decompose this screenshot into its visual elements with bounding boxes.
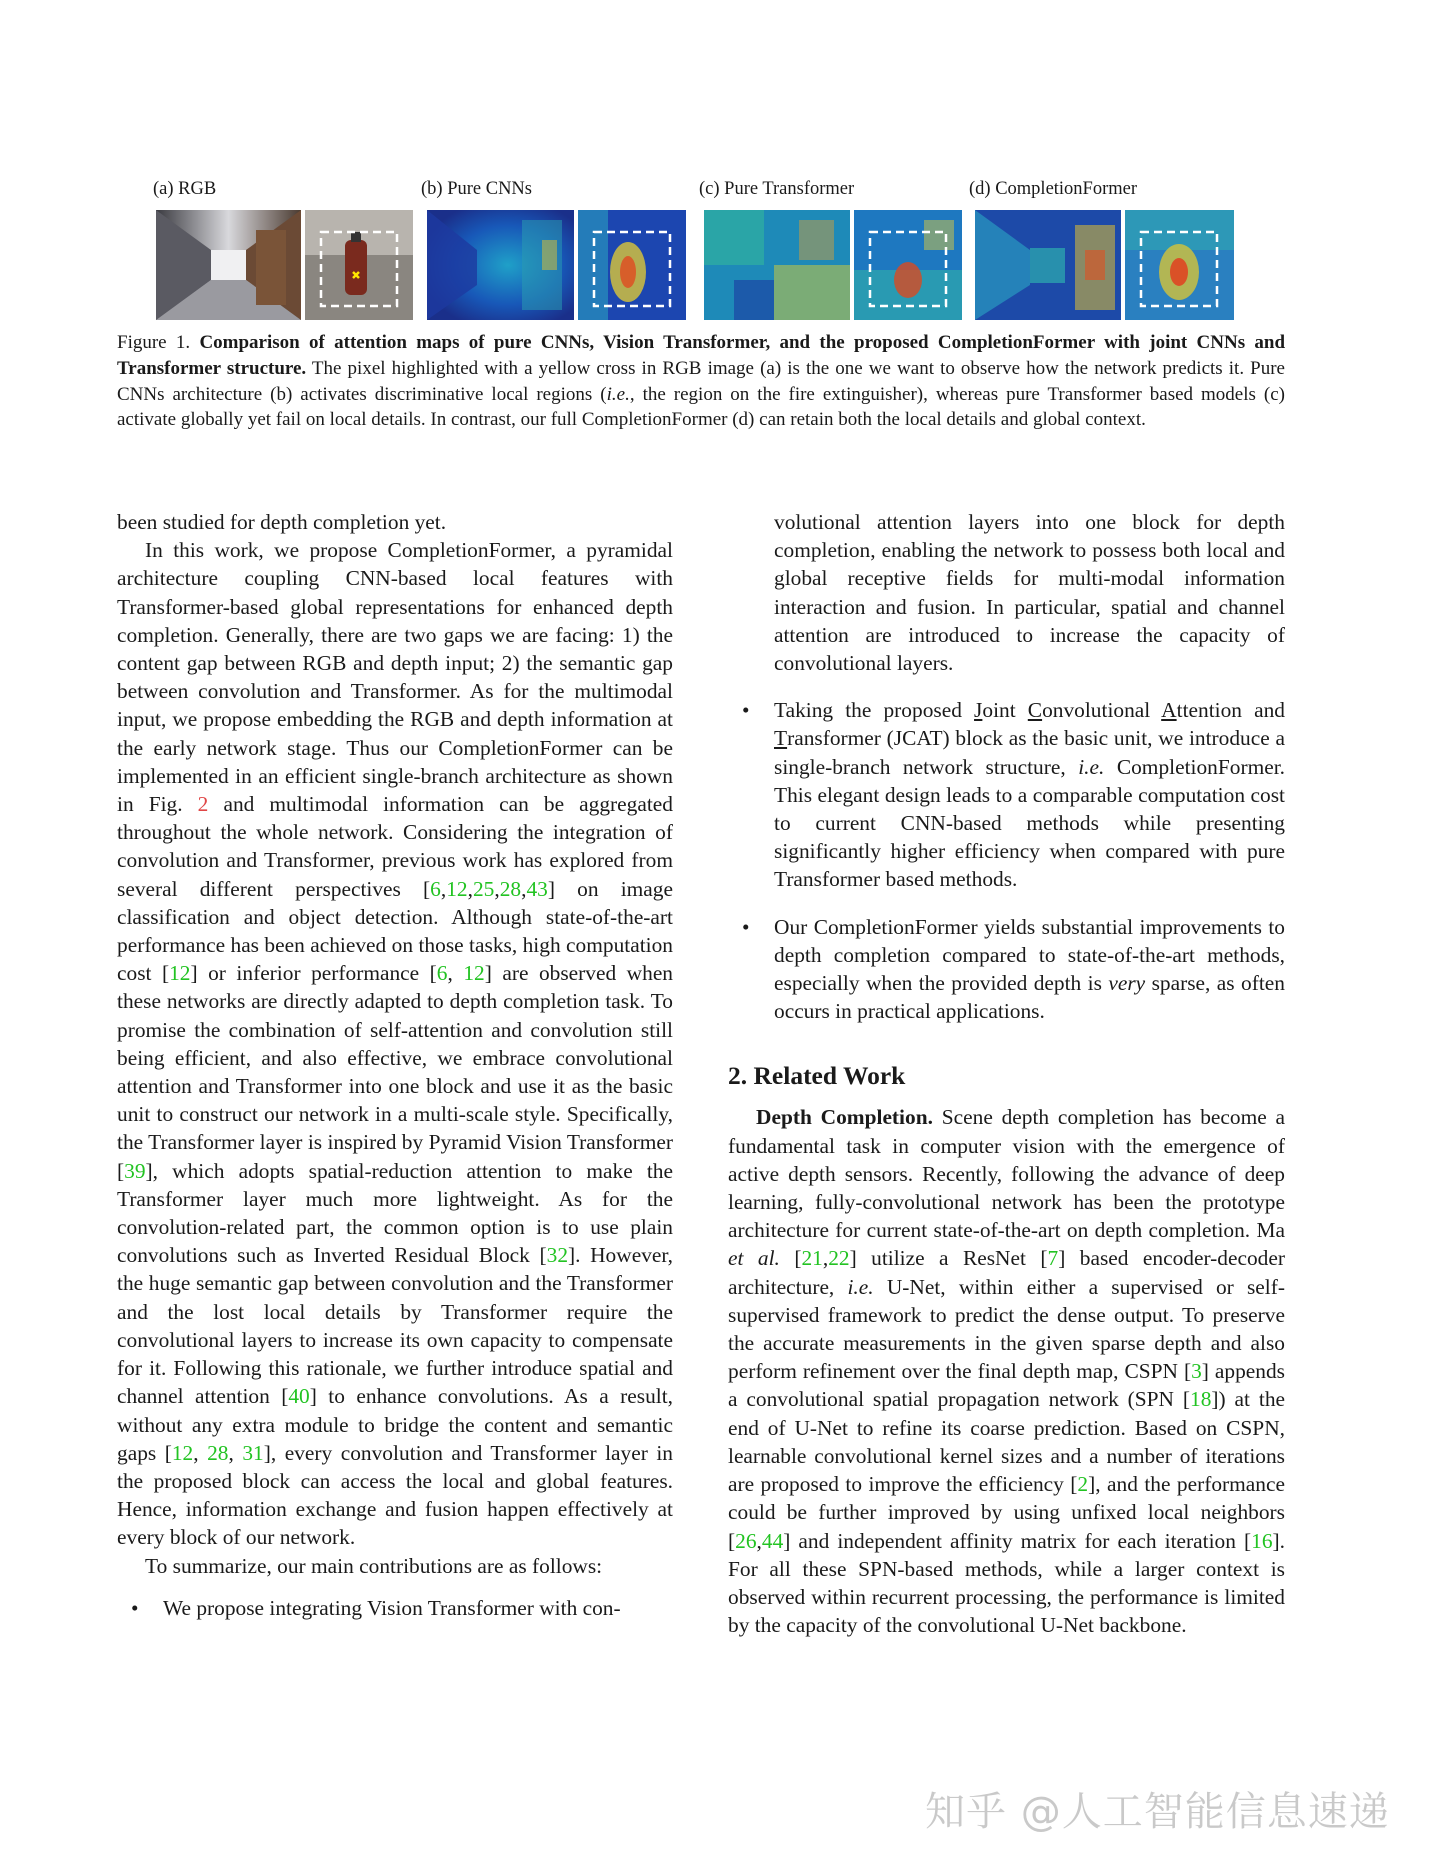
- left-paragraph-1: In this work, we propose CompletionFormer, a pyramidal architecture coupling CNN-based local features with Transformer-based global representations for enhanced depth completion. Generally, there are two gaps we are facing: 1) the content gap between RGB and depth input; 2) the semantic gap between convolution and Transformer. As for the multimodal input, we propose embedding the RGB and depth information at the early network stage. Thus our CompletionFormer can be implemented in an efficient single-branch architecture as shown in Fig. 2 and multimodal information can be aggregated throughout the whole network. Considering the integration of convolution and Transformer, previous work has explored from several different perspectives [6,12,25,28,43] on image classification and object detection. Although state-of-the-art performance has been achieved on those tasks, high computation cost [12] or inferior performance [6, 12] are observed when these networks are directly adapted to depth completion task. To promise the combination of self-attention and convolution still being efficient, and also effective, we embrace convolutional attention and Transformer into one block and use it as the basic unit to construct our network in a multi-scale style. Specifically, the Transformer layer is inspired by Pyramid Vision Transformer [39], which adopts spatial-reduction attention to make the Transformer layer much more lightweight. As for the convolution-related part, the common option is to use plain convolutions such as Inverted Residual Block [32]. However, the huge semantic gap between convolution and the Transformer and the lost local details by Transformer require the convolutional layers to increase its own capacity to compensate for it. Following this rationale, we further introduce spatial and channel attention [40] to enhance convolutions. As a result, without any extra module to bridge the content and semantic gaps [12, 28, 31], every convolution and Transformer layer in the proposed block can access the local and global features. Hence, information exchange and fusion happen effectively at every block of our network.: [117, 538, 674, 1550]
- citation-link[interactable]: 6: [430, 876, 441, 901]
- contributions-list-continued: [728, 696, 1285, 1025]
- contribution-item-2: • Taking the proposed Joint Convolutional Attention and Transformer (JCAT) block as the basic unit, we introduce a single-branch network structure, i.e. CompletionFormer. This elegant design leads to a comparable computation cost to current CNN-based methods while presenting significantly higher efficiency when compared with pure Transformer based methods.: [742, 698, 1285, 892]
- bullet-icon: •: [742, 698, 750, 723]
- cnn-attention-map: [427, 210, 574, 320]
- transformer-attention-map: [704, 210, 850, 320]
- left-paragraph-2: To summarize, our main contributions are as follows:: [145, 1553, 603, 1578]
- right-column: [728, 508, 1285, 1639]
- cnn-attention-crop: [578, 210, 686, 320]
- citation-link[interactable]: 31: [242, 1440, 264, 1465]
- citation-link[interactable]: 3: [1191, 1359, 1202, 1384]
- watermark: 知乎 @人工智能信息速递: [925, 1789, 1390, 1835]
- rgb-crop-image: [305, 210, 413, 320]
- citation-link[interactable]: 39: [124, 1158, 146, 1183]
- bullet-icon: •: [131, 1595, 139, 1620]
- citation-link[interactable]: 26: [735, 1528, 757, 1553]
- caption-bold-title: Comparison of attention maps of pure CNNs, Vision Transformer, and the proposed CompletionFormer with joint CNNs and Transformer structure.: [117, 332, 1286, 379]
- caption-text-2: , the region on the fire extinguisher), whereas pure Transformer based models (c) activate globally yet fail on local details. In contrast, our full CompletionFormer (d) can retain both the local details and global context.: [117, 383, 1285, 431]
- contributions-list: [117, 1594, 673, 1622]
- citation-link[interactable]: 7: [1047, 1246, 1059, 1271]
- citation-link[interactable]: 12: [169, 961, 191, 986]
- citation-link[interactable]: 18: [1190, 1387, 1212, 1412]
- left-column: [117, 508, 673, 1622]
- citation-link[interactable]: 21: [801, 1246, 823, 1271]
- citation-link[interactable]: 28: [207, 1440, 229, 1465]
- figure-caption: [117, 330, 1285, 433]
- completionformer-attention-crop: [1125, 210, 1234, 320]
- contribution-item-3: • Our CompletionFormer yields substantial improvements to depth completion compared to state-of-the-art methods, especially when the provided depth is very sparse, as often occurs in practical applications.: [742, 914, 1285, 1024]
- caption-text: The pixel highlighted with a yellow cross in RGB image (a) is the one we want to observe how the network predicts it. Pure CNNs architecture (b) activates discriminative local regions (: [117, 357, 1285, 405]
- rgb-corridor-image: [156, 210, 301, 320]
- citation-link[interactable]: 22: [828, 1246, 850, 1271]
- citation-link[interactable]: 12: [463, 961, 485, 986]
- citation-link[interactable]: 40: [288, 1384, 310, 1409]
- citation-link[interactable]: 25: [472, 876, 495, 901]
- figure-2-link[interactable]: 2: [197, 792, 209, 817]
- left-paragraph-0: been studied for depth completion yet.: [117, 510, 447, 534]
- contribution-item-1-continued: volutional attention layers into one block for depth completion, enabling the network to possess both local and global receptive fields for multi-modal information interaction and fusion. In particular, spatial and channel attention are introduced to increase the capacity of convolutional layers.: [774, 510, 1285, 676]
- completionformer-attention-map: [975, 210, 1121, 320]
- transformer-attention-crop: [854, 210, 962, 320]
- panel-label-transformer: (c) Pure Transformer: [699, 179, 855, 199]
- citation-link[interactable]: 28: [499, 876, 522, 901]
- section-title-related-work: 2. Related Work: [728, 1061, 906, 1091]
- citation-link[interactable]: 32: [546, 1243, 569, 1268]
- contribution-item-1: • We propose integrating Vision Transformer with con-: [117, 1594, 673, 1622]
- panel-label-rgb: (a) RGB: [153, 179, 217, 199]
- citation-link[interactable]: 43: [526, 876, 548, 901]
- bullet-icon: •: [742, 914, 750, 939]
- citation-link[interactable]: 44: [761, 1528, 784, 1553]
- subsection-title-depth-completion: Depth Completion.: [756, 1105, 933, 1130]
- panel-label-completionformer: (d) CompletionFormer: [969, 179, 1138, 199]
- citation-link[interactable]: 16: [1251, 1528, 1273, 1553]
- caption-ie: i.e.: [606, 383, 630, 405]
- related-work-paragraph: Depth Completion. Scene depth completion has become a fundamental task in computer vision with the emergence of active depth sensors. Recently, following the advance of deep learning, fully-convolutional network has been the prototype architecture for current state-of-the-art on depth completion. Ma et al. [21,22] utilize a ResNet [7] based encoder-decoder architecture, i.e. U-Net, within either a supervised or self-supervised framework to predict the dense output. To preserve the accurate measurements in the given sparse depth and also perform refinement over the final depth map, CSPN [3] appends a convolutional spatial propagation network (SPN [18]) at the end of U-Net to refine its coarse prediction. Based on CSPN, learnable convolutional kernel sizes and a number of iterations are proposed to improve the efficiency [2], and the performance could be further improved by using unfixed local neighbors [26,44] and independent affinity matrix for each iteration [16]. For all these SPN-based methods, while a larger context is observed within recurrent processing, the performance is limited by the capacity of the convolutional U-Net backbone.: [728, 1105, 1286, 1638]
- citation-link[interactable]: 12: [446, 876, 468, 901]
- citation-link[interactable]: 12: [171, 1440, 194, 1465]
- citation-link[interactable]: 2: [1077, 1472, 1089, 1497]
- panel-label-cnn: (b) Pure CNNs: [421, 179, 532, 199]
- caption-label: Figure 1.: [117, 332, 191, 353]
- citation-link[interactable]: 6: [436, 961, 448, 986]
